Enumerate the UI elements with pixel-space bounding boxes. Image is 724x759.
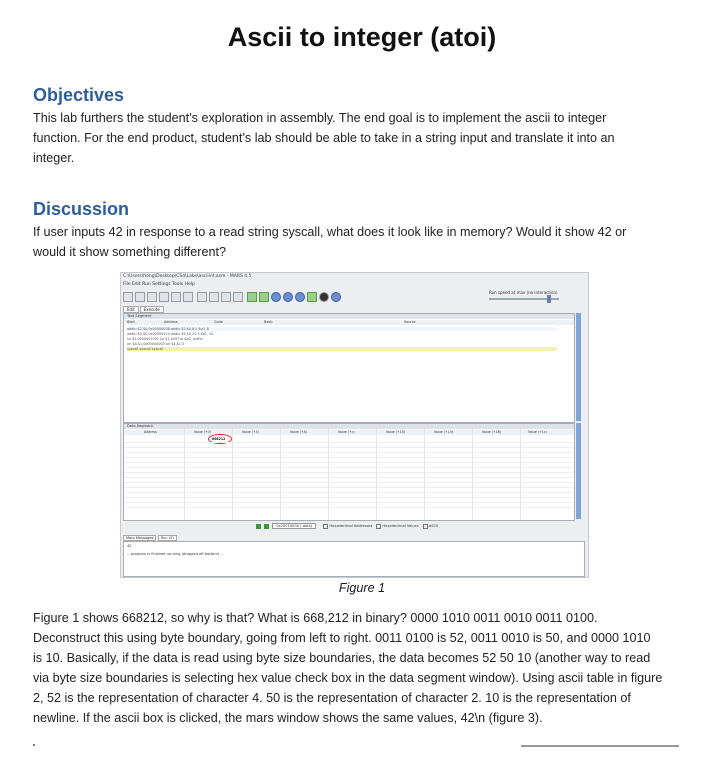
data-col: Value (+10) (386, 430, 405, 434)
data-col: Value (+14) (434, 430, 453, 434)
print-icon (159, 292, 169, 302)
text-row: addiu $2,$0,0x00000008 addiu $2,$0,8 li $v0, 8 (127, 327, 557, 331)
figure-caption: Figure 1 (338, 581, 386, 595)
back-arrow-icon (256, 524, 261, 529)
data-col: Address (144, 430, 157, 434)
checkbox-icon (323, 524, 328, 529)
data-col: Value (+1c) (528, 430, 547, 434)
tab-mars-messages: Mars Messages (123, 535, 156, 541)
mars-screenshot (120, 272, 589, 578)
tab-edit: Edit (123, 306, 139, 313)
tab-execute: Execute (140, 306, 164, 313)
text-row: syscall syscall syscall (127, 347, 557, 351)
ascii-label: ASCII (428, 524, 439, 528)
text-segment-header (124, 314, 574, 319)
col-basic: Basic (264, 320, 273, 324)
assemble-icon (247, 292, 257, 302)
backstep-icon (283, 292, 293, 302)
explanation-line: Deconstruct this using byte boundary, going from left to right. 0011 0100 is 52, 0011 0010 is 50, and 0000 1010 (33, 631, 651, 645)
stop-icon (307, 292, 317, 302)
data-col: Value (+4) (242, 430, 259, 434)
run-icon (259, 292, 269, 302)
hex-addresses-label: Hexadecimal Addresses (329, 524, 373, 528)
explanation-line: via byte size boundaries is selecting hex value check box in the data segment window). Using ascii table in figure (33, 671, 663, 685)
cut-icon (197, 292, 207, 302)
data-segment-scrollbar (576, 423, 581, 519)
objectives-line: This lab furthers the student’s exploration in assembly. The end goal is to implement the ascii to integer (33, 111, 607, 125)
explanation-line: Figure 1 shows 668212, so why is that? What is 668,212 in binary? 0000 1010 0011 0010 0011 0100. (33, 611, 598, 625)
discussion-line: If user inputs 42 in response to a read string syscall, what does it look like in memory? Would it show 42 or (33, 225, 627, 239)
highlighted-value: 668212 (212, 437, 226, 441)
checkbox-icon (423, 524, 428, 529)
discussion-paragraph (33, 222, 693, 262)
console-line: 42 (127, 544, 132, 548)
text-segment-panel (123, 313, 575, 423)
reset-icon (319, 292, 329, 302)
footer-mark (33, 744, 35, 746)
explanation-paragraph (33, 608, 693, 728)
data-col: Value (+c) (338, 430, 355, 434)
text-segment-label: Text Segment (127, 314, 152, 318)
mars-tabs (123, 307, 165, 312)
run-speed-slider (489, 298, 559, 300)
console-line: -- program is finished running (dropped off bottom) -- (127, 552, 223, 556)
console-panel (123, 541, 585, 577)
data-dropdown: 0x10010000 (.data) (272, 523, 316, 529)
data-segment-columns (124, 430, 574, 435)
col-address: Address (164, 320, 178, 324)
discussion-heading: Discussion (33, 199, 130, 219)
discussion-line: would it show something different? (33, 245, 226, 259)
forward-arrow-icon (264, 524, 269, 529)
text-row: addiu $5,$0,0x00000014 addiu $5,$0,20 li $a1, 20 (127, 332, 214, 336)
open-file-icon (135, 292, 145, 302)
find-icon (233, 292, 243, 302)
tab-run-io: Run I/O (158, 535, 177, 541)
text-row: ori $4,$1,0x00000000 ori $4,$1,0 (127, 342, 185, 346)
paste-icon (221, 292, 231, 302)
explanation-line: newline. If the ascii box is clicked, the mars window shows the same values, 42\n (figure 3). (33, 711, 543, 725)
data-segment-navbar (256, 523, 438, 529)
new-file-icon (123, 292, 133, 302)
col-bkpt: Bkpt (127, 320, 135, 324)
explanation-line: is 10. Basically, if the data is read using byte size boundaries, the data becomes 52 50 10 (another way to read (33, 651, 651, 665)
step-icon (271, 292, 281, 302)
objectives-line: integer. (33, 151, 75, 165)
objectives-heading: Objectives (33, 85, 125, 105)
data-segment-header (124, 424, 574, 429)
col-source: Source (404, 320, 416, 324)
data-col: Value (+0) (194, 430, 211, 434)
page-title: Ascii to integer (atoi) (227, 22, 497, 52)
data-col: Value (+8) (290, 430, 307, 434)
explanation-line: 2, 52 is the representation of character 4. 50 is the representation of character 2. 10 is the representation of (33, 691, 631, 705)
data-col: Value (+18) (482, 430, 501, 434)
objectives-paragraph (33, 108, 693, 168)
help-icon (331, 292, 341, 302)
text-segment-columns (124, 320, 574, 325)
hex-values-label: Hexadecimal Values (382, 524, 419, 528)
col-code: Code (214, 320, 223, 324)
undo-icon (171, 292, 181, 302)
save-icon (147, 292, 157, 302)
redo-icon (183, 292, 193, 302)
mars-toolbar (123, 290, 583, 304)
messages-tabs (123, 536, 177, 540)
copy-icon (209, 292, 219, 302)
pause-icon (295, 292, 305, 302)
mars-window-title: C:\Users\hong\Desktop\CS4\Labs\asciiint.asm - MARS 4.5 (123, 274, 252, 279)
run-speed-label: Run speed at max (no interaction) (489, 290, 558, 295)
objectives-line: function. For the end product, student’s lab should be able to take in a string input and translate it into an (33, 131, 615, 145)
checkbox-icon (376, 524, 381, 529)
data-segment-label: Data Segment (127, 424, 153, 428)
footer-rule (521, 745, 679, 747)
mars-menu-bar: File Edit Run Settings Tools Help (123, 282, 195, 287)
text-row: lui $1,0x00001001 lui $1,4097 la $a0, buffer (127, 337, 203, 341)
text-segment-scrollbar (576, 313, 581, 421)
data-segment-panel (123, 423, 575, 521)
